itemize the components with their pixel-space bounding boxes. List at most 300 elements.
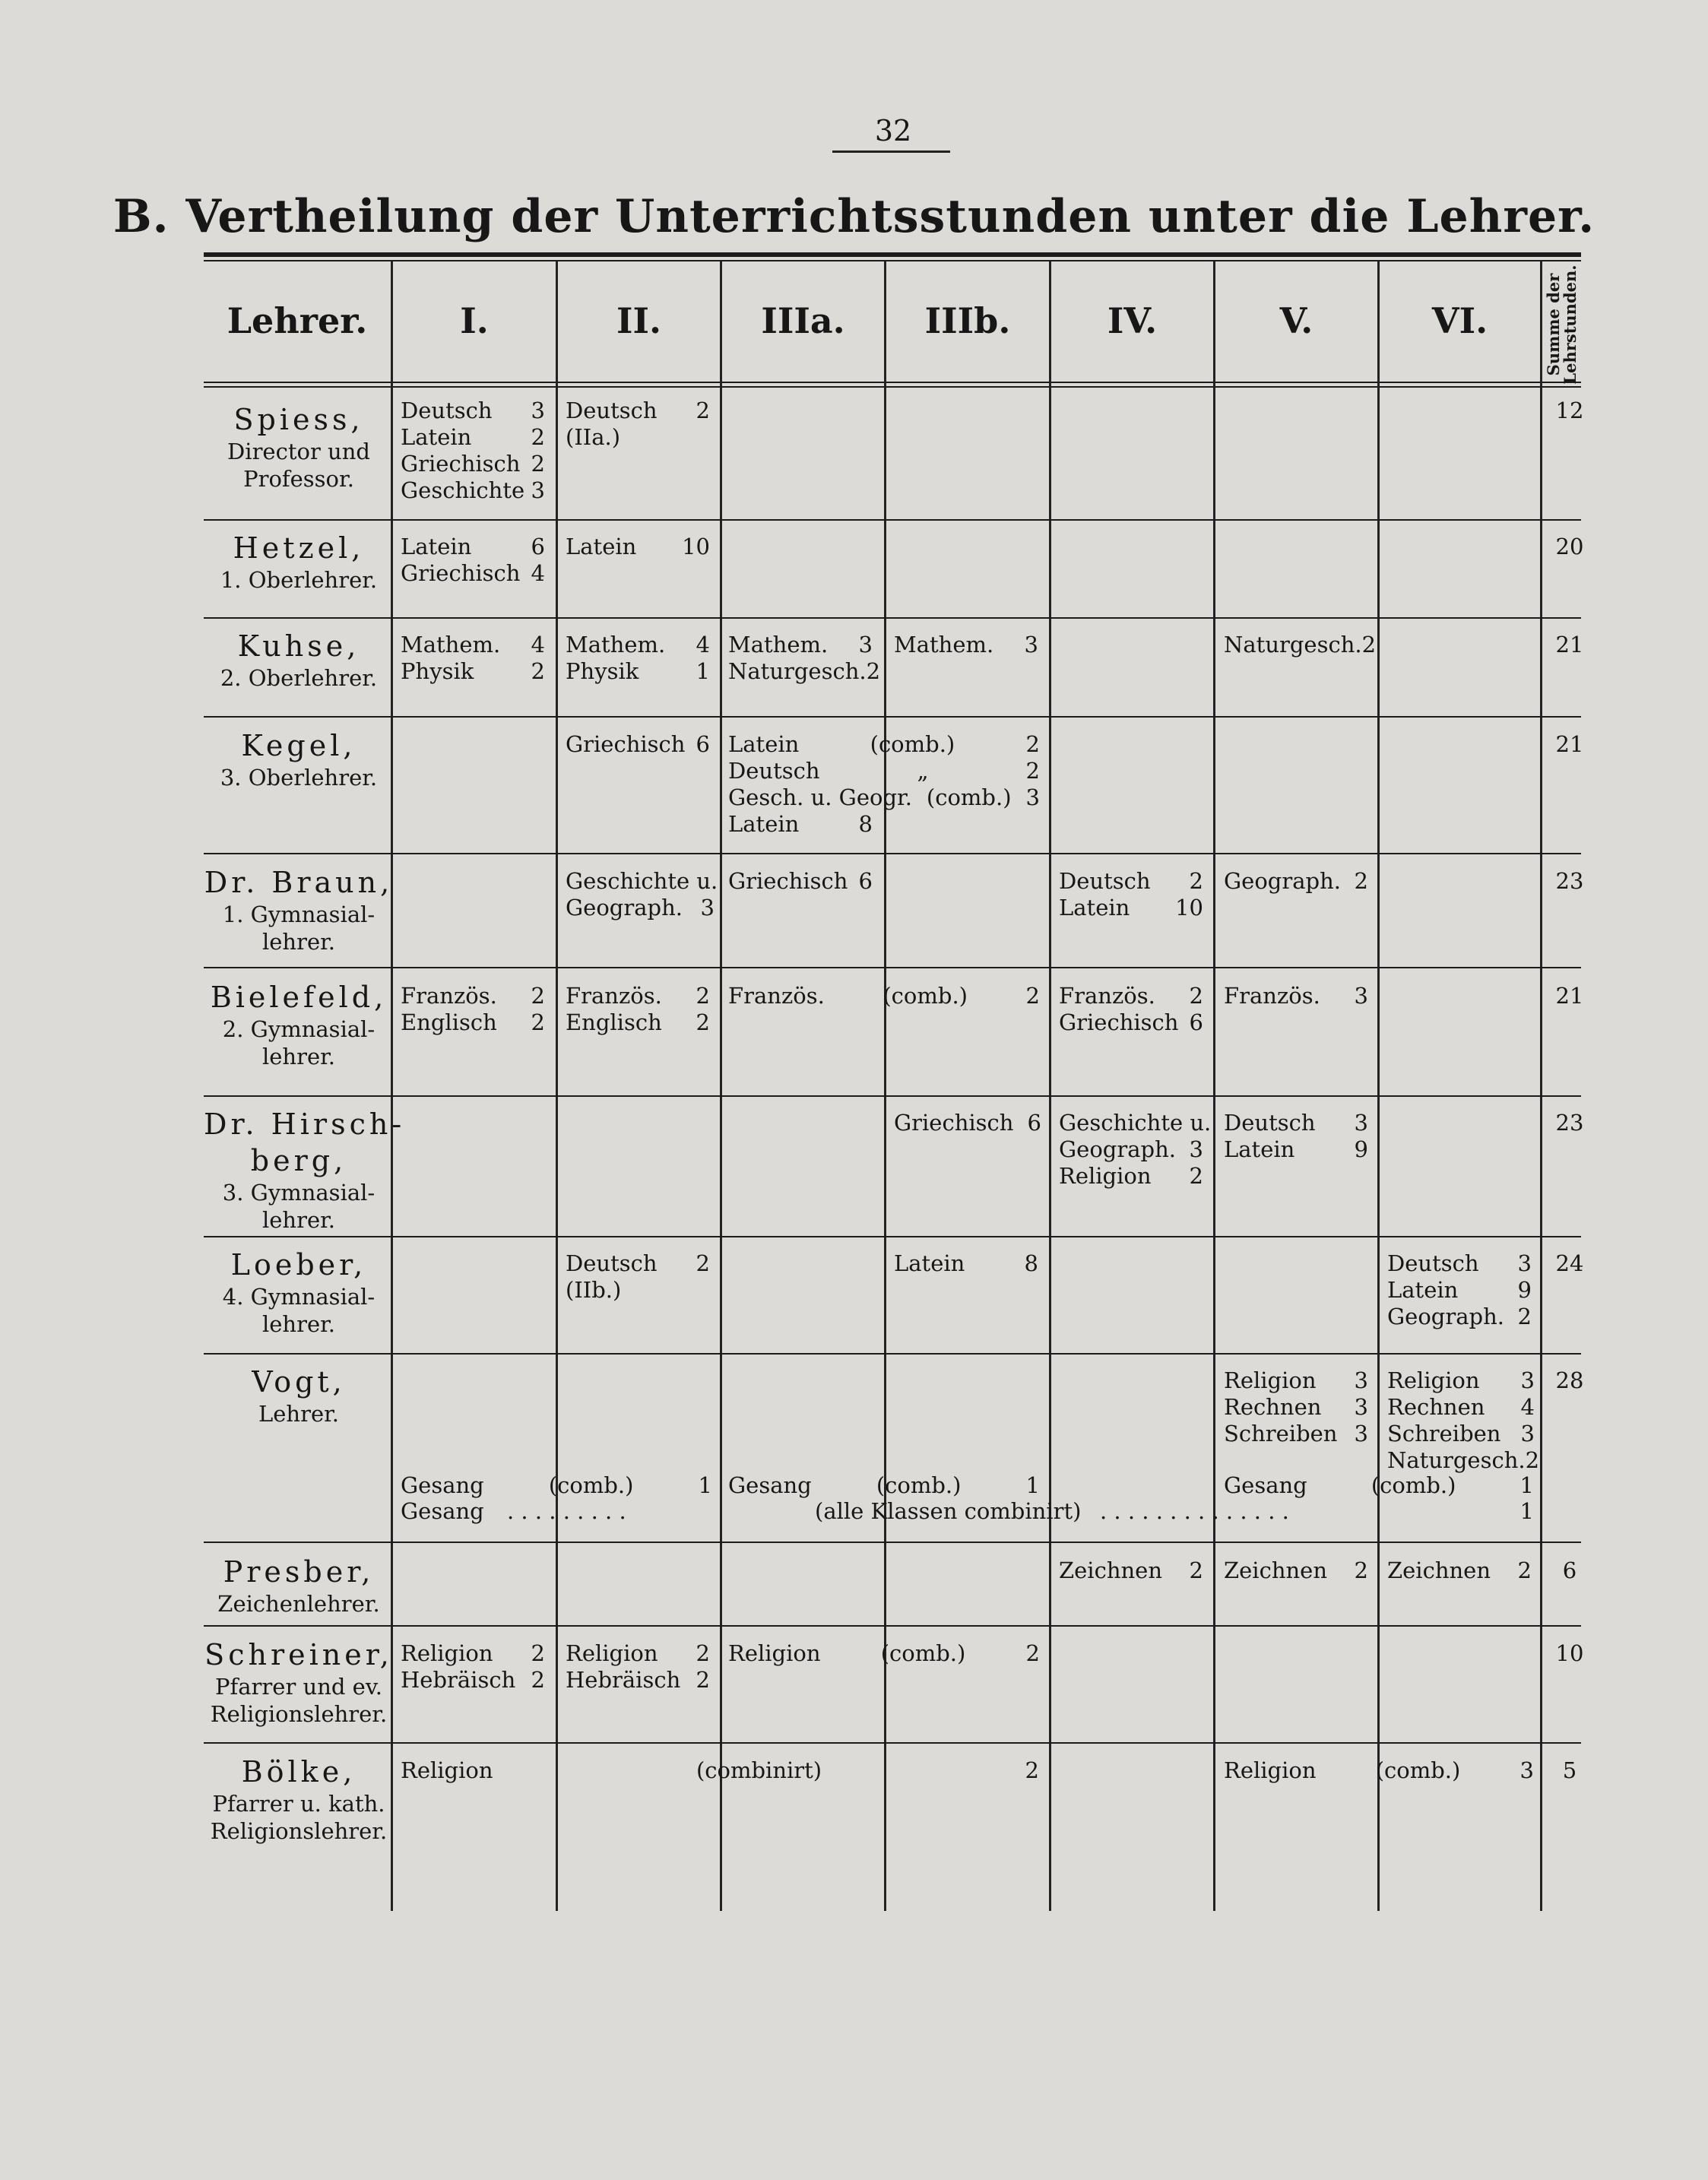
loeber-class-II — [566, 1250, 710, 1304]
hetzel-sum: 20 — [1555, 534, 1584, 559]
braun-class-IV — [1059, 868, 1203, 921]
row-separator — [204, 1625, 1581, 1627]
row-separator — [204, 967, 1581, 968]
subject: Gesch. u. Geogr. — [728, 784, 912, 810]
hours: 2 — [531, 658, 545, 684]
hours: 2 — [531, 451, 545, 477]
header-class-IIIa: IIIa. — [761, 300, 845, 341]
presber-class-V — [1224, 1557, 1368, 1584]
subject-line — [401, 1757, 1039, 1784]
subject-line — [566, 1250, 710, 1277]
subject: Griechisch — [894, 1110, 1014, 1136]
subject-line — [1224, 1110, 1368, 1136]
subject: Religion — [1224, 1757, 1317, 1783]
hours: 3 — [1519, 1757, 1534, 1783]
braun-class-IIIa — [728, 868, 873, 895]
subject-line — [401, 560, 545, 587]
hours: 8 — [858, 811, 873, 837]
subject-line — [401, 424, 545, 451]
gesang-all-text: (alle Klassen combinirt) — [815, 1498, 1082, 1524]
note: (comb.) — [926, 784, 1012, 810]
vogt-gesang-I-II — [401, 1472, 712, 1499]
teacher-name: Bielefeld, — [210, 981, 388, 1014]
subject: Englisch — [566, 1009, 662, 1035]
row-separator — [204, 853, 1581, 854]
subject: Geschichte — [401, 477, 525, 503]
teacher-title: Pfarrer und ev. — [215, 1674, 382, 1700]
subject-line — [566, 983, 710, 1009]
subject: Geograph. — [1387, 1304, 1504, 1329]
subject: Rechnen — [1387, 1394, 1485, 1420]
teacher-kegel — [204, 727, 394, 791]
bolke-sum: 5 — [1562, 1757, 1577, 1783]
subject-line — [401, 1009, 545, 1036]
column-divider — [556, 261, 558, 1911]
row-separator — [204, 1542, 1581, 1543]
leader-dots: . . . . . . . . . . . . . . — [1100, 1498, 1289, 1524]
subject: Geograph. — [1224, 868, 1341, 894]
subject: Rechnen — [1224, 1394, 1322, 1420]
spiess-sum: 12 — [1555, 398, 1584, 423]
kuhse-class-I — [401, 632, 545, 685]
hours: 3 — [700, 895, 715, 920]
subject: Mathem. — [566, 632, 666, 657]
subject-line — [401, 983, 545, 1009]
subject-line — [1387, 1304, 1532, 1330]
subject: Deutsch — [401, 398, 493, 423]
header-class-IV: IV. — [1107, 300, 1158, 341]
teacher-title: Religionslehrer. — [210, 1701, 388, 1727]
subject: Mathem. — [401, 632, 501, 657]
note: (comb.) — [1375, 1757, 1461, 1783]
subject: Geschichte u. — [566, 868, 718, 894]
subject: Hebräisch — [401, 1667, 516, 1693]
braun-class-V — [1224, 868, 1368, 895]
vogt-sum: 28 — [1555, 1367, 1584, 1393]
hours: 2 — [531, 983, 545, 1009]
header-class-II: II. — [616, 300, 662, 341]
row-separator — [204, 519, 1581, 521]
loeber-sum: 24 — [1555, 1250, 1584, 1276]
subject: Latein — [401, 534, 472, 559]
spiess-class-I — [401, 398, 545, 504]
hirschberg-class-IV — [1059, 1110, 1212, 1190]
kuhse-sum: 21 — [1555, 632, 1584, 657]
hours: 4 — [531, 632, 545, 657]
note: (comb.) — [876, 1472, 962, 1498]
subject: Naturgesch. — [1387, 1447, 1526, 1473]
subject-line — [728, 632, 873, 658]
teacher-title: 3. Oberlehrer. — [220, 765, 378, 791]
row-separator — [204, 1236, 1581, 1237]
subject-line — [1059, 1136, 1203, 1163]
subject-line — [894, 632, 1038, 658]
subject: Französ. — [1059, 983, 1155, 1009]
note: (comb.) — [883, 983, 968, 1009]
subject: Zeichnen — [1387, 1557, 1491, 1583]
subject-line — [401, 658, 545, 685]
subject: Geograph. — [566, 895, 683, 920]
subject: Deutsch — [1387, 1250, 1479, 1276]
presber-class-VI — [1387, 1557, 1532, 1584]
teacher-spiess — [204, 401, 394, 493]
subject: Deutsch — [1224, 1110, 1316, 1136]
subject: Griechisch — [1059, 1009, 1179, 1035]
subject: Religion — [566, 1640, 658, 1666]
header-sum: Summe der Lehrstunden. — [1544, 265, 1580, 385]
hours: 2 — [1525, 1447, 1540, 1473]
teacher-name: Schreiner, — [204, 1638, 393, 1671]
subject-line — [401, 451, 545, 477]
teacher-name: Kegel, — [241, 729, 356, 762]
subject: Deutsch — [566, 1250, 658, 1276]
hours: 3 — [1189, 1136, 1203, 1162]
subject-line — [1387, 1250, 1532, 1277]
hours: 2 — [531, 424, 545, 450]
subject-line — [401, 1472, 712, 1499]
subject: Religion — [1059, 1163, 1152, 1189]
top-rule-thick — [204, 252, 1581, 257]
subject-line — [1059, 1163, 1203, 1190]
subject: Latein — [728, 731, 800, 757]
hours: 1 — [1025, 1472, 1040, 1498]
subject-line — [1387, 1421, 1535, 1447]
hours: 2 — [1189, 1557, 1203, 1583]
teacher-braun — [204, 864, 394, 955]
hours: 3 — [858, 632, 873, 657]
teacher-bielefeld — [204, 979, 394, 1070]
teacher-title: 1. Gymnasial- — [222, 901, 376, 927]
page-number: 32 — [874, 114, 912, 147]
subject: Latein — [1387, 1277, 1459, 1303]
subject-line — [566, 731, 710, 758]
subject-line — [728, 784, 1040, 811]
subject-line — [1224, 1367, 1368, 1394]
subject-line — [1059, 1009, 1203, 1036]
subject-line — [1387, 1447, 1540, 1474]
subject: Deutsch — [566, 398, 658, 423]
schreiner-class-IIIa-IIIb-combined — [728, 1640, 1040, 1667]
hours: 3 — [1520, 1367, 1535, 1393]
subject: Gesang — [728, 1472, 812, 1498]
kuhse-class-IIIa — [728, 632, 881, 685]
teacher-loeber — [204, 1247, 394, 1338]
header-rule-2 — [204, 386, 1581, 388]
row-separator — [204, 1353, 1581, 1355]
subject: Geograph. — [1059, 1136, 1176, 1162]
hirschberg-sum: 23 — [1555, 1110, 1584, 1136]
subject-line — [728, 983, 1040, 1009]
presber-class-IV — [1059, 1557, 1203, 1584]
header-rule-1 — [204, 382, 1581, 383]
teacher-name: Kuhse, — [237, 629, 360, 663]
hours: 2 — [696, 1250, 710, 1276]
teacher-title: Religionslehrer. — [210, 1818, 388, 1844]
subject-line — [1387, 1367, 1535, 1394]
hours: 2 — [696, 1009, 710, 1035]
top-rule-thin — [204, 260, 1581, 261]
subject: Zeichnen — [1059, 1557, 1163, 1583]
hours: 4 — [1520, 1394, 1535, 1420]
subject-line — [401, 534, 545, 560]
subject-line — [401, 632, 545, 658]
hours: 2 — [1189, 868, 1203, 894]
vogt-gesang-all — [401, 1498, 1534, 1524]
vogt-gesang-V-VI — [1224, 1472, 1534, 1499]
subject-line — [1224, 868, 1368, 895]
hours: 6 — [531, 534, 545, 559]
hours: 2 — [1025, 1757, 1039, 1783]
subject: Religion — [401, 1640, 493, 1666]
vogt-gesang-IIIa-IIIb — [728, 1472, 1040, 1499]
subject: Latein — [728, 811, 800, 837]
hetzel-class-II — [566, 534, 710, 560]
column-divider — [720, 261, 722, 1911]
vogt-class-V — [1224, 1367, 1368, 1447]
subject-line — [1224, 1557, 1368, 1584]
subject: Religion — [728, 1640, 821, 1666]
note: (combinirt) — [696, 1757, 822, 1783]
hetzel-class-I — [401, 534, 545, 587]
teacher-presber — [204, 1554, 394, 1618]
hours: 2 — [1189, 983, 1203, 1009]
teacher-name-continued: berg, — [250, 1144, 347, 1177]
subject-line — [728, 658, 881, 685]
hours: 2 — [1025, 983, 1040, 1009]
teacher-name: Bölke, — [241, 1755, 356, 1789]
hours: 3 — [1025, 784, 1040, 810]
subject: Gesang — [1224, 1472, 1307, 1498]
teacher-name: Loeber, — [230, 1248, 367, 1282]
subject: (IIb.) — [566, 1277, 622, 1303]
hours: 2 — [696, 1640, 710, 1666]
teacher-title: lehrer. — [261, 929, 336, 955]
subject-line — [566, 658, 710, 685]
hours: 6 — [858, 868, 873, 894]
subject-line — [401, 1667, 545, 1694]
bielefeld-class-I — [401, 983, 545, 1036]
subject-line — [566, 1277, 710, 1304]
note: (comb.) — [1371, 1472, 1456, 1498]
hours: 4 — [696, 632, 710, 657]
hours: 2 — [1517, 1304, 1532, 1329]
page-number-rule — [832, 151, 950, 153]
teacher-title: lehrer. — [261, 1207, 336, 1233]
subject-line — [1224, 983, 1368, 1009]
teacher-name: Dr. Braun, — [204, 866, 394, 899]
subject: Schreiben — [1224, 1421, 1338, 1446]
subject: Latein — [566, 534, 637, 559]
subject-line — [1224, 1136, 1368, 1163]
hours: 2 — [531, 1009, 545, 1035]
subject-line — [1059, 868, 1203, 895]
subject-line — [1059, 1110, 1212, 1136]
teacher-name: Hetzel, — [233, 531, 365, 565]
subject-line — [728, 731, 1040, 758]
hours: 9 — [1354, 1136, 1368, 1162]
subject-line — [728, 868, 873, 895]
hours: 9 — [1517, 1277, 1532, 1303]
subject: Naturgesch. — [1224, 632, 1362, 657]
hours: 2 — [866, 658, 881, 684]
kuhse-class-IIIb — [894, 632, 1038, 658]
teacher-title: Director und — [227, 439, 370, 464]
hours: 3 — [1517, 1250, 1532, 1276]
subject-line — [1224, 1421, 1368, 1447]
subject: Deutsch — [728, 758, 820, 784]
hours: 2 — [1354, 1557, 1368, 1583]
subject-line — [728, 758, 1040, 784]
teacher-hetzel — [204, 530, 394, 594]
hours: 8 — [1024, 1250, 1038, 1276]
subject: Französ. — [1224, 983, 1320, 1009]
subject-line — [1059, 895, 1203, 921]
subject-line — [1224, 1394, 1368, 1421]
note: (comb.) — [548, 1472, 634, 1498]
hours: 3 — [1354, 1110, 1368, 1136]
hours: 1 — [698, 1472, 712, 1498]
hours: 1 — [1519, 1472, 1534, 1498]
teacher-vogt — [204, 1364, 394, 1427]
bolke-class-V-VI-combined — [1224, 1757, 1534, 1784]
gesang-all-value: 1 — [1519, 1498, 1534, 1524]
subject: Französ. — [401, 983, 497, 1009]
hirschberg-class-IIIb — [894, 1110, 1041, 1136]
hours: 6 — [696, 731, 710, 757]
schreiner-class-II — [566, 1640, 710, 1694]
kegel-class-IIIa — [728, 811, 873, 838]
subject-line — [728, 811, 873, 838]
subject-line — [401, 1640, 545, 1667]
hours: 6 — [1027, 1110, 1041, 1136]
column-divider — [1377, 261, 1380, 1911]
braun-sum: 23 — [1555, 868, 1584, 894]
subject-line — [1059, 1557, 1203, 1584]
teacher-hirschberg — [204, 1106, 406, 1234]
header-teacher: Lehrer. — [227, 300, 368, 341]
subject-line — [566, 424, 710, 451]
subject: Latein — [401, 424, 472, 450]
loeber-class-VI — [1387, 1250, 1532, 1330]
subject-line — [566, 895, 715, 921]
kegel-sum: 21 — [1555, 731, 1584, 757]
subject-line — [566, 1640, 710, 1667]
note: (comb.) — [880, 1640, 966, 1666]
teacher-title: Lehrer. — [258, 1401, 340, 1427]
subject: Griechisch — [728, 868, 848, 894]
subject-line — [566, 1009, 710, 1036]
teacher-title: lehrer. — [261, 1044, 336, 1069]
bolke-class-I-IIIb-combined — [401, 1757, 1039, 1784]
hours: 6 — [1189, 1009, 1203, 1035]
teacher-name: Spiess, — [233, 403, 364, 436]
subject-line — [894, 1250, 1038, 1277]
teacher-title: lehrer. — [261, 1311, 336, 1337]
subject: Geschichte u. — [1059, 1110, 1212, 1136]
teacher-name: Vogt, — [252, 1365, 346, 1399]
teacher-title: 2. Gymnasial- — [222, 1016, 376, 1042]
teacher-title: 4. Gymnasial- — [222, 1284, 376, 1310]
vogt-class-VI — [1387, 1367, 1540, 1474]
hours: 3 — [1354, 1421, 1368, 1446]
loeber-class-IIIb — [894, 1250, 1038, 1277]
subject-line — [728, 1472, 1040, 1499]
header-class-IIIb: IIIb. — [924, 300, 1011, 341]
bielefeld-class-II — [566, 983, 710, 1036]
subject-line — [1387, 1557, 1532, 1584]
header-class-V: V. — [1279, 300, 1313, 341]
subject: Physik — [401, 658, 474, 684]
hours: 2 — [1025, 731, 1040, 757]
subject: Gesang — [401, 1472, 484, 1498]
teacher-title: 2. Oberlehrer. — [220, 665, 378, 691]
hours: 2 — [696, 398, 710, 423]
subject: Englisch — [401, 1009, 497, 1035]
header-class-VI: VI. — [1431, 300, 1488, 341]
subject-line — [566, 1667, 710, 1694]
subject: (IIa.) — [566, 424, 621, 450]
hours: 2 — [1025, 1640, 1040, 1666]
teacher-title: 1. Oberlehrer. — [220, 567, 378, 593]
page-title: B. Vertheilung der Unterrichtsstunden unter die Lehrer. — [112, 190, 1596, 243]
teacher-name: Dr. Hirsch- — [204, 1107, 406, 1141]
subject: Schreiben — [1387, 1421, 1501, 1446]
row-separator — [204, 617, 1581, 619]
subject: Zeichnen — [1224, 1557, 1328, 1583]
schreiner-class-I — [401, 1640, 545, 1694]
subject: Religion — [1224, 1367, 1317, 1393]
hours: 10 — [682, 534, 710, 559]
subject-line — [1059, 983, 1203, 1009]
hours: 1 — [696, 658, 710, 684]
hours: 3 — [1520, 1421, 1535, 1446]
teacher-name: Presber, — [223, 1555, 375, 1589]
teacher-title: Pfarrer u. kath. — [212, 1791, 385, 1817]
hours: 3 — [1024, 632, 1038, 657]
subject-line — [401, 477, 545, 504]
hours: 3 — [1354, 983, 1368, 1009]
hours: 2 — [1361, 632, 1377, 657]
hours: 2 — [696, 983, 710, 1009]
teacher-title: 3. Gymnasial- — [222, 1180, 376, 1206]
teacher-kuhse — [204, 628, 394, 692]
subject: Mathem. — [894, 632, 994, 657]
braun-class-II — [566, 868, 718, 921]
subject-line — [1387, 1277, 1532, 1304]
subject: Latein — [894, 1250, 965, 1276]
kuhse-class-V — [1224, 632, 1376, 658]
hours: 3 — [531, 477, 545, 503]
subject: Physik — [566, 658, 639, 684]
row-separator — [204, 1742, 1581, 1744]
note: „ — [917, 758, 929, 784]
hours: 2 — [531, 1667, 545, 1693]
subject-line — [1387, 1394, 1535, 1421]
subject-line — [728, 1640, 1040, 1667]
subject: Griechisch — [401, 560, 521, 586]
row-separator — [204, 716, 1581, 718]
hours: 2 — [1025, 758, 1040, 784]
hours: 4 — [531, 560, 545, 586]
schreiner-sum: 10 — [1555, 1640, 1584, 1666]
subject-line — [894, 1110, 1041, 1136]
teacher-bolke — [204, 1754, 394, 1845]
bielefeld-class-IIIa-IIIb-combined — [728, 983, 1040, 1009]
hours: 2 — [1189, 1163, 1203, 1189]
bielefeld-class-IV — [1059, 983, 1203, 1036]
subject-line — [1224, 1472, 1534, 1499]
hours: 3 — [1354, 1367, 1368, 1393]
